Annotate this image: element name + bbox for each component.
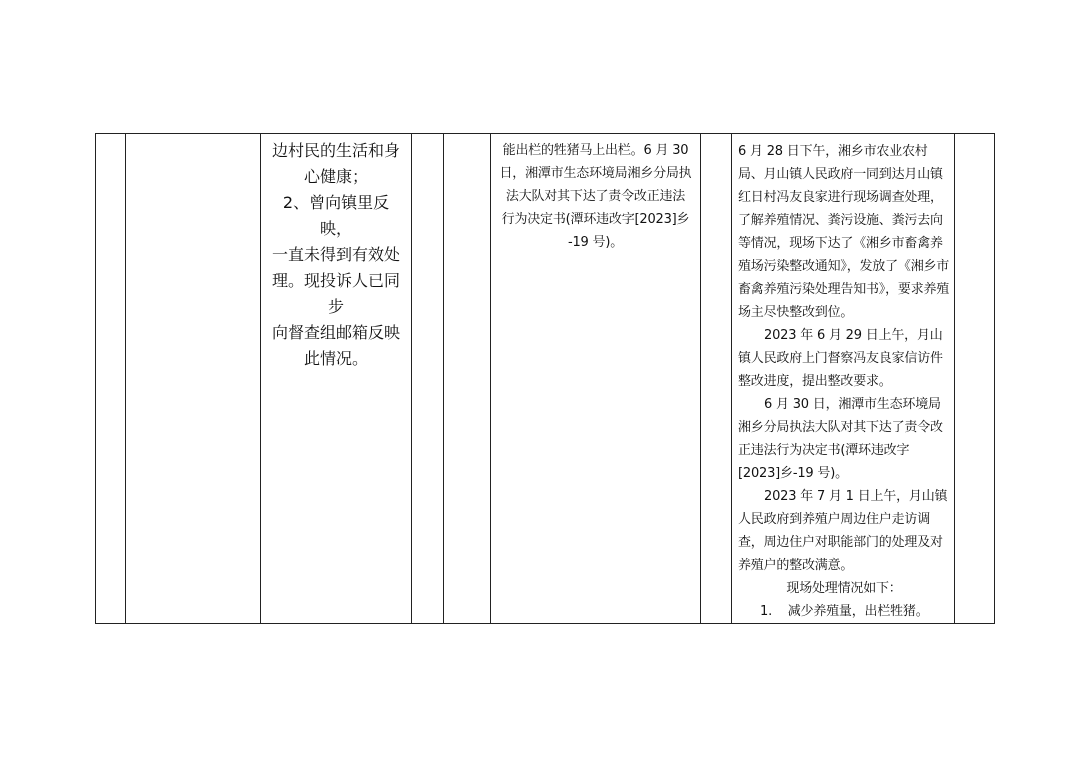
complaint-line: 心健康； [303, 167, 368, 186]
process-paragraph-3: 6 月 30 日，湘潭市生态环境局湘乡分局执法大队对其下达了责令改正违法行为决定书(潭环违改字[2023]乡-19 号)。 [738, 397, 943, 481]
process-paragraph-2: 2023 年 6 月 29 日上午，月山镇人民政府上门督察冯友良家信访件整改进度，提出整改要求。 [738, 328, 943, 389]
complaint-line: 此情况。 [303, 349, 368, 368]
complaint-line: 向督查组邮箱反映 [271, 323, 400, 342]
cell-result [491, 134, 701, 624]
cell-blank-5 [955, 134, 995, 624]
complaint-line: 边村民的生活和身 [271, 141, 400, 160]
process-paragraph-1: 6 月 28 日下午，湘乡市农业农村局、月山镇人民政府一同到达月山镇红日村冯友良家进行现场调查处理，了解养殖情况、粪污设施、粪污去向等情况，现场下达了《湘乡市畜禽养殖场污染整改通知》，发放了《湘乡市畜禽养殖污染处理告知书》，要求养殖场主尽快整改到位。 [738, 144, 950, 320]
process-text [732, 134, 954, 623]
complaint-text [261, 134, 411, 372]
cell-blank-3 [444, 134, 491, 624]
process-list-item-1: 1. 减少养殖量，出栏牲猪。 [760, 604, 929, 619]
complaint-line: 2、曾向镇里反映， [282, 193, 390, 238]
cell-index [96, 134, 126, 624]
process-paragraph-5: 现场处理情况如下： [786, 581, 902, 596]
cell-blank-4 [701, 134, 732, 624]
document-table [95, 133, 995, 624]
cell-process [732, 134, 955, 624]
result-line: 日，湘潭市生态环境局湘乡分局执 [499, 166, 692, 181]
result-line: 能出栏的牲猪马上出栏。6 月 30 [502, 143, 689, 158]
table-row [96, 134, 995, 624]
result-line: 行为决定书(潭环违改字[2023]乡 [501, 212, 690, 227]
cell-complaint-content [261, 134, 412, 624]
result-text [491, 134, 700, 254]
result-line: 法大队对其下达了责令改正违法 [505, 189, 686, 204]
complaint-line: 一直未得到有效处 [271, 245, 400, 264]
process-paragraph-4: 2023 年 7 月 1 日上午，月山镇人民政府到养殖户周边住户走访调查，周边住户对职能部门的处理及对养殖户的整改满意。 [738, 489, 948, 573]
cell-blank-1 [126, 134, 261, 624]
result-line: -19 号)。 [567, 235, 624, 250]
cell-blank-2 [412, 134, 444, 624]
complaint-line: 理。现投诉人已同步 [271, 271, 400, 316]
